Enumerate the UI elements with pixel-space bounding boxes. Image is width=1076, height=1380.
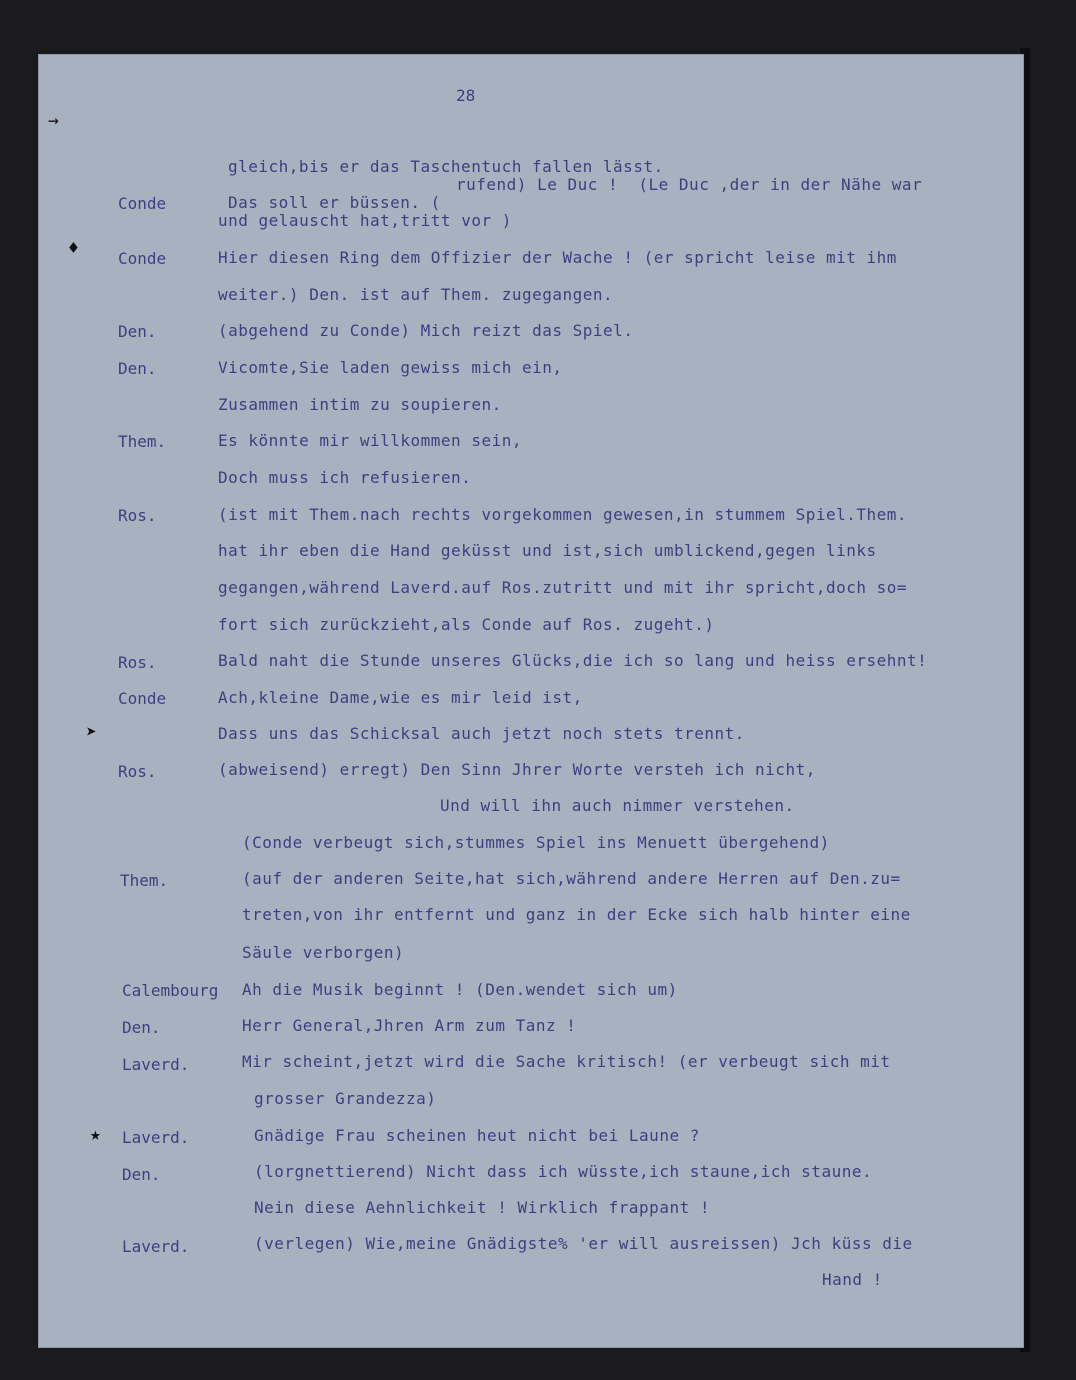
script-line: Nein diese Aehnlichkeit ! Wirklich frappant !	[254, 1198, 710, 1217]
speaker-label: Calembourg	[122, 981, 219, 1000]
script-line: (verlegen) Wie,meine Gnädigste% 'er will ausreissen) Jch küss die	[254, 1234, 913, 1253]
script-line: Gnädige Frau scheinen heut nicht bei Laune ?	[254, 1126, 700, 1145]
script-line: grosser Grandezza)	[254, 1089, 437, 1108]
speaker-label: Laverd.	[122, 1237, 190, 1256]
margin-pointer-icon: ➤	[86, 722, 97, 743]
speaker-label: Den.	[122, 1018, 161, 1037]
script-line: Hand !	[822, 1270, 883, 1289]
speaker-label: Laverd.	[122, 1055, 190, 1074]
speaker-label: Them.	[120, 871, 169, 890]
script-line: (abgehend zu Conde) Mich reizt das Spiel.	[218, 321, 634, 340]
speaker-label: Ros.	[118, 506, 157, 525]
script-line: Bald naht die Stunde unseres Glücks,die ich so lang und heiss ersehnt!	[218, 651, 928, 670]
speaker-label: Ros.	[118, 653, 157, 672]
script-line: Mir scheint,jetzt wird die Sache kritisch! (er verbeugt sich mit	[242, 1052, 891, 1071]
script-line: treten,von ihr entfernt und ganz in der Ecke sich halb hinter eine	[242, 905, 911, 924]
script-line: Säule verborgen)	[242, 943, 405, 962]
speaker-label: Laverd.	[122, 1128, 190, 1147]
script-line: (abweisend) erregt) Den Sinn Jhrer Worte versteh ich nicht,	[218, 760, 816, 779]
script-line: Vicomte,Sie laden gewiss mich ein,	[218, 358, 563, 377]
script-line: hat ihr eben die Hand geküsst und ist,sich umblickend,gegen links	[218, 541, 877, 560]
script-line: (auf der anderen Seite,hat sich,während andere Herren auf Den.zu=	[242, 869, 901, 888]
margin-star-icon: ★	[90, 1124, 101, 1145]
script-line: (lorgnettierend) Nicht dass ich wüsste,ich staune,ich staune.	[254, 1162, 873, 1181]
script-line: Hier diesen Ring dem Offizier der Wache ! (er spricht leise mit ihm	[218, 248, 897, 267]
script-line: und gelauscht hat,tritt vor )	[218, 211, 512, 230]
speaker-label: Den.	[118, 322, 157, 341]
script-line: Ach,kleine Dame,wie es mir leid ist,	[218, 688, 583, 707]
script-line: Herr General,Jhren Arm zum Tanz !	[242, 1016, 577, 1035]
page-number: 28	[456, 86, 476, 105]
speaker-label: Den.	[118, 359, 157, 378]
script-line: weiter.) Den. ist auf Them. zugegangen.	[218, 285, 614, 304]
script-line: (Conde verbeugt sich,stummes Spiel ins Menuett übergehend)	[242, 833, 830, 852]
script-line: Doch muss ich refusieren.	[218, 468, 472, 487]
script-line: Das soll er büssen. (	[228, 193, 441, 212]
speaker-label: Conde	[118, 249, 167, 268]
speaker-label: Conde	[118, 689, 167, 708]
speaker-label: Conde	[118, 194, 167, 213]
script-line: gleich,bis er das Taschentuch fallen lässt.	[228, 157, 664, 176]
margin-arrow-mark-icon: →	[48, 110, 59, 131]
script-line: Zusammen intim zu soupieren.	[218, 395, 502, 414]
script-line: Dass uns das Schicksal auch jetzt noch stets trennt.	[218, 724, 745, 743]
speaker-label: Den.	[122, 1165, 161, 1184]
script-line: Ah die Musik beginnt ! (Den.wendet sich um)	[242, 980, 678, 999]
script-line: gegangen,während Laverd.auf Ros.zutritt und mit ihr spricht,doch so=	[218, 578, 908, 597]
script-line: rufend) Le Duc ! (Le Duc ,der in der Nähe war	[456, 175, 923, 194]
script-line: fort sich zurückzieht,als Conde auf Ros. zugeht.)	[218, 615, 715, 634]
margin-marker-icon: ♦	[68, 238, 79, 259]
speaker-label: Ros.	[118, 762, 157, 781]
speaker-label: Them.	[118, 432, 167, 451]
script-line: Es könnte mir willkommen sein,	[218, 431, 522, 450]
script-line: Und will ihn auch nimmer verstehen.	[440, 796, 795, 815]
script-line: (ist mit Them.nach rechts vorgekommen gewesen,in stummem Spiel.Them.	[218, 505, 908, 524]
